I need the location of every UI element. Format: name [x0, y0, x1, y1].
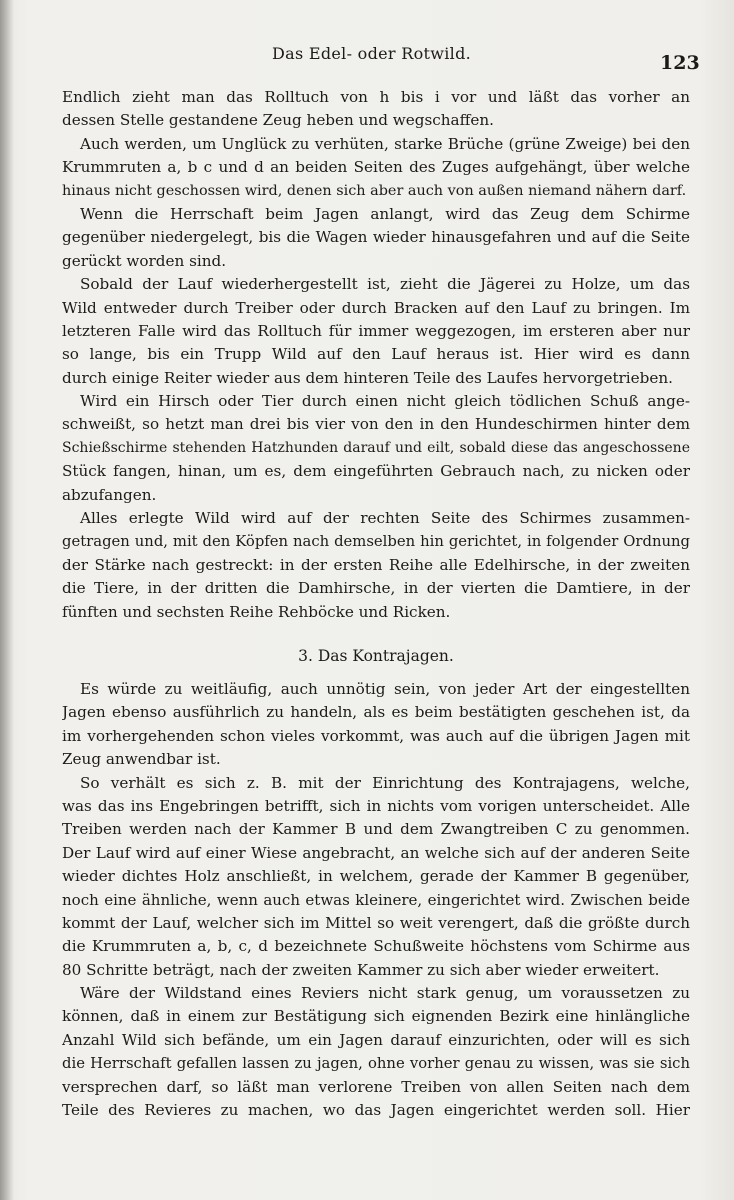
section-heading: 3. Das Kontrajagen.: [298, 646, 454, 665]
body-text: [62, 86, 690, 1122]
text-line: schweißt, so hetzt man drei bis vier von den in den Hundeschirmen hinter dem: [62, 415, 690, 434]
text-line: getragen und, mit den Köpfen nach demselben hin gerichtet, in folgender Ordnung: [62, 533, 690, 551]
text-line: können, daß in einem zur Bestätigung sich eignenden Bezirk eine hinlängliche: [62, 1007, 690, 1026]
text-line: im vorhergehenden schon vieles vorkommt, was auch auf die übrigen Jagen mit: [62, 726, 690, 745]
text-line: gegenüber niedergelegt, bis die Wagen wieder hinausgefahren und auf die Seite: [62, 228, 690, 247]
text-line: So verhält es sich z. B. mit der Einrichtung des Kontrajagens, welche,: [80, 773, 690, 792]
text-line: Jagen ebenso ausführlich zu handeln, als es beim bestätigten geschehen ist, da: [62, 703, 690, 722]
text-line: Sobald der Lauf wiederhergestellt ist, zieht die Jägerei zu Holze, um das: [80, 275, 690, 294]
text-line: Auch werden, um Unglück zu verhüten, starke Brüche (grüne Zweige) bei den: [80, 134, 690, 153]
text-line: die Tiere, in der dritten die Damhirsche, in der vierten die Damtiere, in der: [62, 579, 690, 598]
text-line: Treiben werden nach der Kammer B und dem Zwangtreiben C zu genommen.: [62, 820, 690, 839]
text-line: die Herrschaft gefallen lassen zu jagen, ohne vorher genau zu wissen, was sie sich: [62, 1055, 690, 1073]
text-line: Alles erlegte Wild wird auf der rechten Seite des Schirmes zusammen-: [80, 509, 690, 528]
page-gutter-shadow: [0, 0, 14, 1200]
text-line: Stück fangen, hinan, um es, dem eingeführten Gebrauch nach, zu nicken oder: [62, 462, 690, 481]
text-line: gerückt worden sind.: [62, 251, 227, 270]
text-line: Schießschirme stehenden Hatzhunden darauf und eilt, sobald diese das angeschossene: [62, 439, 690, 456]
text-line: Wäre der Wildstand eines Reviers nicht stark genug, um voraussetzen zu: [80, 984, 690, 1003]
page-number: 123: [660, 52, 700, 74]
text-line: hinaus nicht geschossen wird, denen sich aber auch von außen niemand nähern darf.: [62, 182, 687, 199]
text-line: noch eine ähnliche, wenn auch etwas kleinere, eingerichtet wird. Zwischen beide: [62, 890, 690, 909]
text-line: Der Lauf wird auf einer Wiese angebracht, an welche sich auf der anderen Seite: [62, 843, 690, 862]
text-line: Endlich zieht man das Rolltuch von h bis i vor und läßt das vorher an: [62, 88, 690, 106]
text-line: Wild entweder durch Treiber oder durch Bracken auf den Lauf zu bringen. Im: [62, 298, 690, 317]
text-line: versprechen darf, so läßt man verlorene Treiben von allen Seiten nach dem: [62, 1077, 690, 1096]
text-line: letzteren Falle wird das Rolltuch für immer weggezogen, im ersteren aber nur: [62, 321, 690, 340]
text-line: Es würde zu weitläufig, auch unnötig sein, von jeder Art der eingestellten: [80, 679, 690, 698]
text-line: dessen Stelle gestandene Zeug heben und wegschaffen.: [62, 111, 494, 130]
text-line: durch einige Reiter wieder aus dem hinteren Teile des Laufes hervorgetrieben.: [62, 368, 673, 387]
text-line: 80 Schritte beträgt, nach der zweiten Kammer zu sich aber wieder erweitert.: [62, 960, 660, 979]
text-line: abzufangen.: [62, 485, 157, 504]
text-line: Anzahl Wild sich befände, um ein Jagen darauf einzurichten, oder will es sich: [62, 1030, 690, 1049]
text-line: kommt der Lauf, welcher sich im Mittel so weit verengert, daß die größte durch: [62, 913, 690, 932]
text-line: der Stärke nach gestreckt: in der ersten Reihe alle Edelhirsche, in der zweiten: [62, 555, 690, 574]
text-line: Wenn die Herrschaft beim Jagen anlangt, wird das Zeug dem Schirme: [80, 204, 690, 223]
text-line: so lange, bis ein Trupp Wild auf den Lauf heraus ist. Hier wird es dann: [62, 345, 690, 364]
text-line: was das ins Engebringen betrifft, sich in nichts vom vorigen unterscheidet. Alle: [62, 796, 690, 815]
text-line: Wird ein Hirsch oder Tier durch einen nicht gleich tödlichen Schuß ange-: [80, 392, 690, 411]
page-header: [0, 44, 734, 74]
text-line: fünften und sechsten Reihe Rehböcke und Ricken.: [62, 602, 451, 621]
text-line: Krummruten a, b c und d an beiden Seiten des Zuges aufgehängt, über welche: [62, 158, 690, 177]
text-line: Teile des Revieres zu machen, wo das Jagen eingerichtet werden soll. Hier: [62, 1101, 690, 1120]
text-line: Zeug anwendbar ist.: [62, 750, 221, 769]
text-line: wieder dichtes Holz anschließt, in welchem, gerade der Kammer B gegenüber,: [62, 867, 690, 886]
text-line: die Krummruten a, b, c, d bezeichnete Schußweite höchstens vom Schirme aus: [62, 937, 690, 956]
running-title: Das Edel- oder Rotwild.: [272, 44, 472, 63]
